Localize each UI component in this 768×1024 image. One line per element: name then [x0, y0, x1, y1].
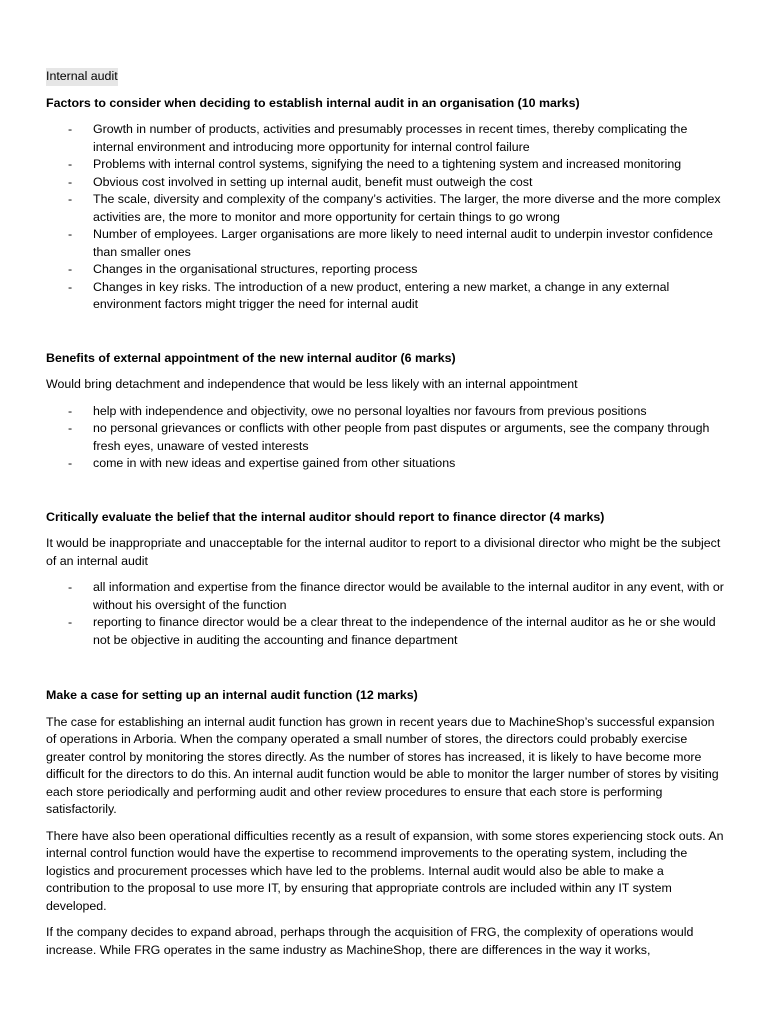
section-spacer	[46, 649, 726, 687]
section-intro-benefits: Would bring detachment and independence that would be less likely with an internal appointment	[46, 377, 578, 391]
list-item-text: Growth in number of products, activities and presumably processes in recent times, thereby complicating the internal environment and introducing more opportunity for internal control failure	[93, 122, 688, 154]
list-item-text: Problems with internal control systems, signifying the need to a tightening system and increased monitoring	[93, 157, 682, 171]
list-item	[46, 403, 726, 421]
section-spacer	[46, 314, 726, 350]
list-item-text: help with independence and objectivity, owe no personal loyalties nor favours from previous positions	[93, 403, 647, 418]
list-item-text: Changes in key risks. The introduction of a new product, entering a new market, a change in any external environment factors might trigger the need for internal audit	[93, 279, 670, 311]
list-item	[46, 579, 726, 614]
list-item-text: no personal grievances or conflicts with other people from past disputes or arguments, see the company through fresh eyes, unaware of vested interests	[93, 421, 710, 453]
list-item-text: The scale, diversity and complexity of the company’s activities. The larger, the more diverse and the more complex activities are, the more to monitor and more opportunity for certain things to go wrong	[93, 192, 721, 224]
dash-bullet-icon: -	[68, 262, 73, 276]
list-item	[46, 614, 726, 649]
list-item	[46, 156, 726, 174]
document-title: Internal audit	[46, 68, 118, 86]
list-item	[46, 420, 726, 455]
section-heading-factors: Factors to consider when deciding to establish internal audit in an organisation (10 marks)	[46, 95, 580, 110]
list-item-text: come in with new ideas and expertise gained from other situations	[93, 456, 456, 470]
dash-bullet-icon: -	[68, 421, 73, 435]
dash-bullet-icon: -	[68, 456, 73, 470]
list-item	[46, 455, 726, 473]
dash-bullet-icon: -	[68, 122, 73, 136]
list-item-text: Changes in the organisational structures, reporting process	[93, 262, 418, 276]
list-item	[46, 174, 726, 192]
dash-bullet-icon: -	[68, 279, 73, 294]
section-heading-benefits: Benefits of external appointment of the new internal auditor (6 marks)	[46, 350, 456, 365]
bullet-list-benefits	[46, 403, 726, 473]
list-item-text: Number of employees. Larger organisations are more likely to need internal audit to underpin investor confidence than smaller ones	[93, 227, 713, 259]
body-paragraph: There have also been operational difficulties recently as a result of expansion, with some stores experiencing stock outs. An internal control function would have the expertise to recommend improvements to the operating system, including the logistics and procurement processes which have led to the problems. Internal audit would also be able to make a contribution to the proposal to use more IT, by ensuring that appropriate controls are included within any IT system developed.	[46, 828, 724, 913]
dash-bullet-icon: -	[68, 192, 73, 206]
list-item-text: all information and expertise from the finance director would be available to the internal auditor in any event, with or without his oversight of the function	[93, 580, 724, 612]
list-item-text: reporting to finance director would be a clear threat to the independence of the internal auditor as he or she would not be objective in auditing the accounting and finance department	[93, 615, 716, 647]
section-intro-evaluate: It would be inappropriate and unacceptable for the internal auditor to report to a divisional director who might be the subject of an internal audit	[46, 536, 721, 568]
list-item	[46, 261, 726, 279]
section-heading-case: Make a case for setting up an internal audit function (12 marks)	[46, 688, 418, 702]
dash-bullet-icon: -	[68, 403, 73, 418]
dash-bullet-icon: -	[68, 580, 73, 594]
body-paragraph: The case for establishing an internal audit function has grown in recent years due to MachineShop’s successful expansion of operations in Arboria. When the company operated a small number of stores, the directors could probably exercise greater control by monitoring the stores directly. As the number of stores has increased, it is likely to have become more difficult for the directors to do this. An internal audit function would be able to monitor the larger number of stores by visiting each store periodically and performing audit and other review procedures to ensure that each store is performing satisfactorily.	[46, 714, 719, 816]
document-content	[46, 68, 726, 968]
section-heading-evaluate: Critically evaluate the belief that the internal auditor should report to finance director (4 marks)	[46, 509, 605, 524]
bullet-list-factors	[46, 121, 726, 314]
dash-bullet-icon: -	[68, 227, 73, 241]
list-item	[46, 279, 726, 314]
list-item	[46, 121, 726, 156]
dash-bullet-icon: -	[68, 157, 73, 171]
list-item	[46, 191, 726, 226]
section-spacer	[46, 473, 726, 509]
list-item	[46, 226, 726, 261]
bullet-list-evaluate	[46, 579, 726, 649]
dash-bullet-icon: -	[68, 615, 73, 629]
dash-bullet-icon: -	[68, 174, 73, 189]
list-item-text: Obvious cost involved in setting up internal audit, benefit must outweigh the cost	[93, 174, 533, 189]
body-paragraph: If the company decides to expand abroad, perhaps through the acquisition of FRG, the complexity of operations would increase. While FRG operates in the same industry as MachineShop, there are differences in the way it works,	[46, 925, 694, 957]
